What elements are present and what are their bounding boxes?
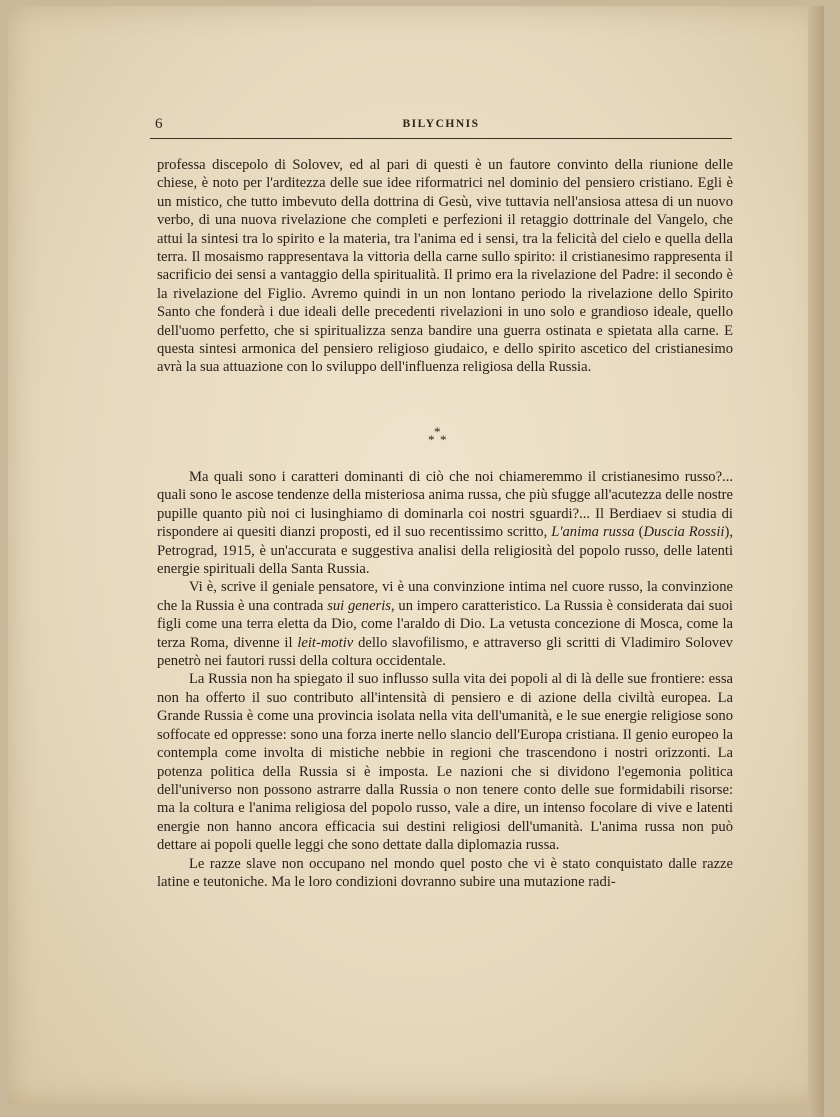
italic-phrase-leit-motiv: leit-motiv [297, 634, 354, 651]
page-number: 6 [155, 116, 163, 132]
text-block-top [157, 156, 733, 377]
book-original-title: Duscia Rossii [643, 524, 725, 541]
paragraph-1-text-a: Ma quali sono i caratteri dominanti di ciò che noi chiameremmo il cristianesimo russo?... quali sono le ascose tendenze della misteriosa anima russa, che più sfugge all'acutezza delle nostre pupille quanto più noi ci lusinghiamo di dominarla coi nostri sguardi?... Il Berdiaev si studia di rispondere ai quesiti dianzi proposti, ed il suo recentissimo scritto, [157, 469, 733, 541]
page-edge [808, 6, 824, 1117]
paragraph-2-text-a: Vi è, scrive il geniale pensatore, vi è una convinzione intima nel cuore russo, la convinzione che la Russia è una contrada [157, 579, 733, 614]
paragraph-2 [157, 578, 733, 670]
section-separator-asterism [420, 424, 460, 448]
paragraph-continuation: professa discepolo di Solovev, ed al pari di questi è un fautore convinto della riunione delle chiese, è noto per l'arditezza delle sue idee riformatrici nel dominio del pensiero cristiano. Egli è un mistico, che tutto imbevuto della dottrina di Gesù, vive tuttavia nell'ansiosa attesa di un nuovo verbo, di una nuova rivelazione che completi e perfezioni il retaggio dottrinale del Vangelo, che attui la sintesi tra lo spirito e la materia, tra l'anima ed i sensi, tra la felicità del cielo e quella della terra. Il mosaismo rappresentava la vittoria della carne sullo spirito: il cristianesimo rappresenta il sacrificio dei sensi a vantaggio della spiritualità. Il primo era la rivelazione del Padre: il secondo è la rivelazione del Figlio. Avremo quindi in un non lontano periodo la rivelazione dello Spirito Santo che fonderà i due ideali delle precedenti rivelazioni in uno solo e grandioso ideale, quello dell'uomo perfetto, che si spiritualizza senza bandire una guerra ostinata e spietata alla carne. E questa sintesi armonica del pensiero religioso giudaico, e dello spirito ascetico del cristianesimo avrà la sua attuazione con lo sviluppo dell'influenza religiosa della Russia. [157, 157, 733, 376]
paragraph-2-text-c: dello slavofilismo, e attraverso gli scritti di Vladimiro Solovev penetrò nei fautori russi della coltura occidentale. [157, 634, 733, 670]
paragraph-2-text-b: , un impero caratteristico. La Russia è considerata dai suoi figli come una terra eletta da Dio, come l'araldo di Dio. La vetusta concezione di Mosca, come la terza Roma, divenne il [157, 597, 733, 651]
asterisk-left: * [428, 432, 435, 447]
paragraph-1-text-b: ( [634, 524, 644, 541]
running-title: BILYCHNIS [402, 118, 480, 130]
asterisk-right: * [440, 432, 447, 447]
page-header [150, 116, 732, 139]
paragraph-1 [157, 468, 733, 578]
italic-phrase-sui-generis: sui generis [327, 597, 391, 614]
paragraph-1-text-c: ), Petrograd, 1915, è un'accurata e suggestiva analisi della religiosità del popolo russo, delle latenti energie spirituali della Santa Russia. [157, 524, 733, 578]
asterisk-top: * [434, 424, 441, 439]
paragraph-3: La Russia non ha spiegato il suo influsso sulla vita dei popoli al di là delle sue frontiere: essa non ha offerto il suo contributo all'intensità di pensiero e di azione della civiltà europea. La Grande Russia è come una provincia isolata nella vita dell'umanità, e le sue energie religiose sono soffocate ed oppresse: sono una forza inerte nello slancio dell'Europa cristiana. Il genio europeo la contempla come involta di mistiche nebbie in regioni che trascendono i nostri orizzonti. La potenza politica della Russia si è imposta. Le nazioni che si dividono l'egemonia politica dell'universo non possono astrarre dalla Russia o non tenere conto delle sue formidabili risorse: ma la coltura e l'anima religiosa del popolo russo, vale a dire, un intenso focolare di vive e latenti energie non hanno ancora efficacia sui destini religiosi dell'umanità. L'anima russa non può dettare ai popoli quelle leggi che sono dettate dalla diplomazia russa. [157, 671, 733, 854]
book-title: L'anima russa [551, 524, 635, 541]
text-block-main [157, 468, 733, 891]
paragraph-4: Le razze slave non occupano nel mondo quel posto che vi è stato conquistato dalle razze latine e teutoniche. Ma le loro condizioni dovranno subire una mutazione radi- [157, 855, 733, 890]
